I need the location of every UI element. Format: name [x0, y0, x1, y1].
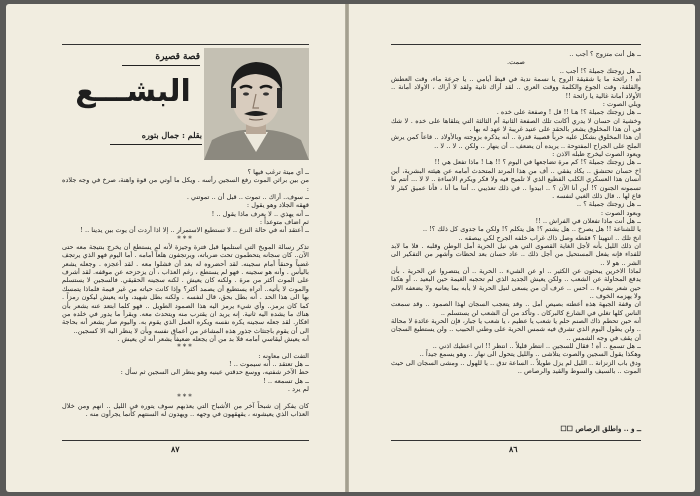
- story-type-label: قصة قصيرة: [155, 52, 200, 62]
- author-byline: بقلم : جمال بتوره: [141, 130, 202, 140]
- paragraph: انخ تلك .. انتهينا ؟ فقطه وصل ذاك غراب خلفه الجرح لكي يبصقه ..: [458, 233, 641, 242]
- paragraph: يا للشناعة !! هل يصرخ .. هل يشتم ؟! هل يتكلم ؟! ولكن ما جدوى كل ذلك ؟! ..: [422, 225, 641, 234]
- paragraph: اخ حسان تحتشق .. يكاد يفقي .. أف من هذا المرتد المتحدث أمامه عن هيئته البشرية، أين أنسان هذا العسكري الكلب الفظيع الذي لا تلميح فيه ولا فكر ويكرم الاساءة .. لا لا ... أنتم ما تسمونه الجنون ؟! أين أنا الآن ؟ .. ابيدوا .. في ذلك تعذيبي .. أننا ما أنا ، فأنا عميق كبئر لا قاع لها .. قال ذلك الغبي لنفسه .: [391, 166, 641, 200]
- page-number: ٨٦: [509, 444, 518, 454]
- paragraph: أن هذا المخلوق بشكل عليه حرباً قصيبة قدرة .. أنه يذكره بزوجته وبالأولاد .. قاعاً كمن يرش الملح على الجراح المفتوحة .. يريده أن يضعف .. أن ينهار .. ولكن .. لا .. لا ..: [391, 133, 641, 150]
- paragraph: ــ سوف.. أراك .. تموت .. قبل أن .. تموتني .: [186, 193, 309, 202]
- paragraph: تذكر رسالة الموبخ التي استلمها قبل فترة وجيزة لأنه لم يستطع أن يخرج بنتيجة معه حتى الآن.. كان سجانه يتحطمون تحت ضرباته، ويرتجفون هلعاً أمامه . أما اليوم فهو الذي يرتجف غضباً وحنقاً أمام سجينه. لقد أحضروه له بعد أن فشلوا معه . لقد أعجزه . وجعله يشعر باليأس . وأنه هو سجينه . فهو لم يستطع ، رغم العذاب ، أن يزحزحه عن موقفه. لقد أشرف على الموت أكثر من مرة . ولكنه كان يعيش . لكنه سجينه الحقيقي. فالسجين لا يستسلم والموت لا يأتيه.. أتراه يستطيع أن يصمد أكثر؟ وإذا كانت حياته من غير قيمة فلماذا يتمسك بها الى هذا الحد . أنه بطل بحق، قال لنفسه . ولكنه بطل شهيد، وانه يعيش ليكون رمزاً . كما كان يرمز.. وأي شيء يرمز اليه هذا الصمود الطويل .. فهو كلما ابتعد عنه يشعر بأن هناك ما يشده اليه ثانية. إنه يريد ان يقترب منه ويتحدث معه. ويقرأ ما يدور في خلده من افكار. لقد جعله سجينه يكره نفسه ويكره العمل الذي يقوم به. واليوم صار يشعر أنه بحاجة الى أن يقوم باجتثاث جذور هذه المشاعر من أعماق نفسه وبأن لا ينظر اليه الا كسجين..: [62, 243, 309, 335]
- right-text-column: [391, 50, 641, 438]
- header-rule: [391, 44, 641, 45]
- paragraph: ــ أعتقد أنه في حالة النزع .. لا تستطيع الاستمرار .. إلا اذا أردت أن يوت بين يدينا .. !: [80, 226, 309, 235]
- section-separator: ***: [177, 393, 194, 402]
- story-title: البشـــع: [75, 74, 191, 109]
- paragraph: ــ هل تسمعه .. !: [263, 376, 309, 385]
- paragraph: صمت.: [507, 58, 525, 67]
- paragraph: ــ هل زوجتك جميلة ؟! أجب ..: [559, 66, 641, 75]
- paragraph: ــ هل أنت متزوج ؟ أجب ..: [569, 50, 641, 58]
- footer-rule: [62, 440, 309, 441]
- page-number: ٨٧: [171, 444, 180, 454]
- paragraph: وهكذا يقول السجين والصوت يتلاشى .. والليل يتحول الى نهار .. وهو يسمع جيداً ..: [419, 350, 641, 359]
- section-separator: ***: [177, 343, 194, 352]
- paragraph: أنه يعيش ليقاسي أمامه فلا بد من أن يجعله ضعيفاً يشعر أنه لن يعيش .: [117, 334, 309, 343]
- story-type-underline: [122, 65, 200, 66]
- paragraph: ــ هل أنت ماذا تفعلان في الفراش .. !!: [535, 216, 641, 225]
- right-page: [349, 4, 695, 492]
- paragraph: أنه حين تحطم ذاك الصنم حلم يا شعب يا عظيم ، يا شعب يا جبار، فإن الحرية عائدة لا محالة .. ولن يطول اليوم الذي تشرق فيه شمس الحرية على وطني الحبيب .. ولن يستطيع السجان أن يقف في وجه الشمس ..: [391, 317, 641, 342]
- author-underline: [110, 144, 202, 145]
- paragraph: ان ذلك الليل بأنه لأجل الغاية القصوى التي هي نيل الحرية أمل الوطن وقلبه . فلا ما لابد للفداء فإنه يفعل المستحيل من أجل ذلك .. عاد حسان بعد لحظات وأشهر من التفكير الى الشر .. هو لا ..: [391, 241, 641, 267]
- paragraph: وبعود الصوت :: [600, 208, 641, 217]
- paragraph: ــ أي ميتة ترغب فيها ؟: [247, 168, 309, 176]
- continued-label: ــ و .. واطلق الرصاص ☐☐: [560, 424, 641, 433]
- paragraph: التفت الى معاونه :: [258, 351, 309, 360]
- paragraph: ــ هل زوجتك جميلة ؟! هـا !! قل ! وصفعة على خده .: [496, 108, 641, 117]
- footer-rule: [391, 440, 641, 441]
- paragraph: ويعود الصوت ليخرج ظبله الاذن :: [552, 150, 641, 159]
- left-page: [6, 4, 345, 492]
- left-text-column: [62, 168, 309, 436]
- paragraph: ــ هل تعتقد .. أنه سيموت .. !: [229, 359, 309, 368]
- paragraph: من بين براثن الموت رفع السجين رأسه . ويكل ما أوتي من قوة واهنة، صرخ في وجه جلاده :: [62, 176, 309, 193]
- paragraph: وخشية ان حسان لا يدري أكانت تلك الصفعة الثانية أم الثالثة التي يتلقاها على خده . لا شك في أن هذا المخلوق يشعر بالحقد على عنيد غريبة لا عهد له بها .: [391, 116, 641, 134]
- paragraph: قهقه الجلاد وهو يقول :: [246, 201, 309, 210]
- paragraph: ــ هل زوجتك جميلة ؟! كم مرة تضاجعها في اليوم ؟ !! هـا ! ماذا تفعل هي !!: [434, 158, 641, 167]
- paragraph: حط الآخر شفتيه، ووسع حدقتي عينيه وهو ينظر الى السجين ثم سأل :: [120, 368, 309, 377]
- paragraph: ان وقفة الجبهة هذه أعطته بصيص أمل .. وقد يتعجب السجان لهذا الصمود .. وقد سمعت الناس كلها تغلي في الشارع كالبركان . وتأكد من أن الشعب لن يستسلم ..: [391, 300, 641, 317]
- paragraph: ــ أنه يهذي .. لا يعرف ماذا يقول .. !: [211, 209, 309, 218]
- paragraph: ــ هل تسمع .. أه ! فقال للسجين .. انتظر قليلاً .. انتظر !! اني اعطيك اذني ..: [432, 342, 641, 351]
- header-rule: [62, 44, 309, 45]
- paragraph: كان يفكر إن شبحاً آخر من الأشباح التي يعذبهم سوف يتوره في الليل .. انهم ومن خلال العذاب الذي يعيشونه ، يقهقهون في وجهه .. ويهدون له السنتهم كأنما يجرأون منه .: [62, 401, 309, 418]
- paragraph: ثم اضاف متوعداً :: [259, 218, 309, 227]
- paragraph: لم يرد .: [287, 384, 309, 393]
- paragraph: ودق باب الزنزانة .. الليل لم يزل طويلاً .. الساعة تدق .. يا للهول .. ومشى السجان الى حيث الموت .. بالسيف والسوط والقيد والرصاص ..: [391, 358, 641, 376]
- author-photo: [204, 48, 309, 160]
- paragraph: لماذا الاخرين يبحثون عن الكثير .. او عن الشيء .. الحرية .. أن ينتصروا عن الحرية . بأن يدفع المحاولة عن الشعب .. ولكن يعيش الجديد الذي لم تحجبه الغيمة حين البعيد .. أو هكذا حين شعر بشيء .. أحس .. عرف أن من يسعى لنيل الحرية لا يأبه بما يعانيه ولا يضعفه الالم ولا يهزمه الخوف ..: [391, 266, 641, 300]
- section-separator: ***: [177, 234, 194, 243]
- paragraph: ــ هل زوجتك جميلة ؟ ..: [576, 200, 641, 209]
- author-portrait-image: [204, 48, 309, 160]
- paragraph: ويلي الصوت :: [602, 100, 641, 109]
- paragraph: أه ! رائحة ما يا شقيقة الروح يا نسمة ندية في قيظ أيامي .. يا جرعة ماء، وقت العطش والقلقة، وقت الجوع والكلمة ووقت العري .. لقد أراك ثانية ولقد لا أراك ، الاولاد أمانة .. الأولاد أمانة غالية يا رائحة !!: [391, 75, 641, 100]
